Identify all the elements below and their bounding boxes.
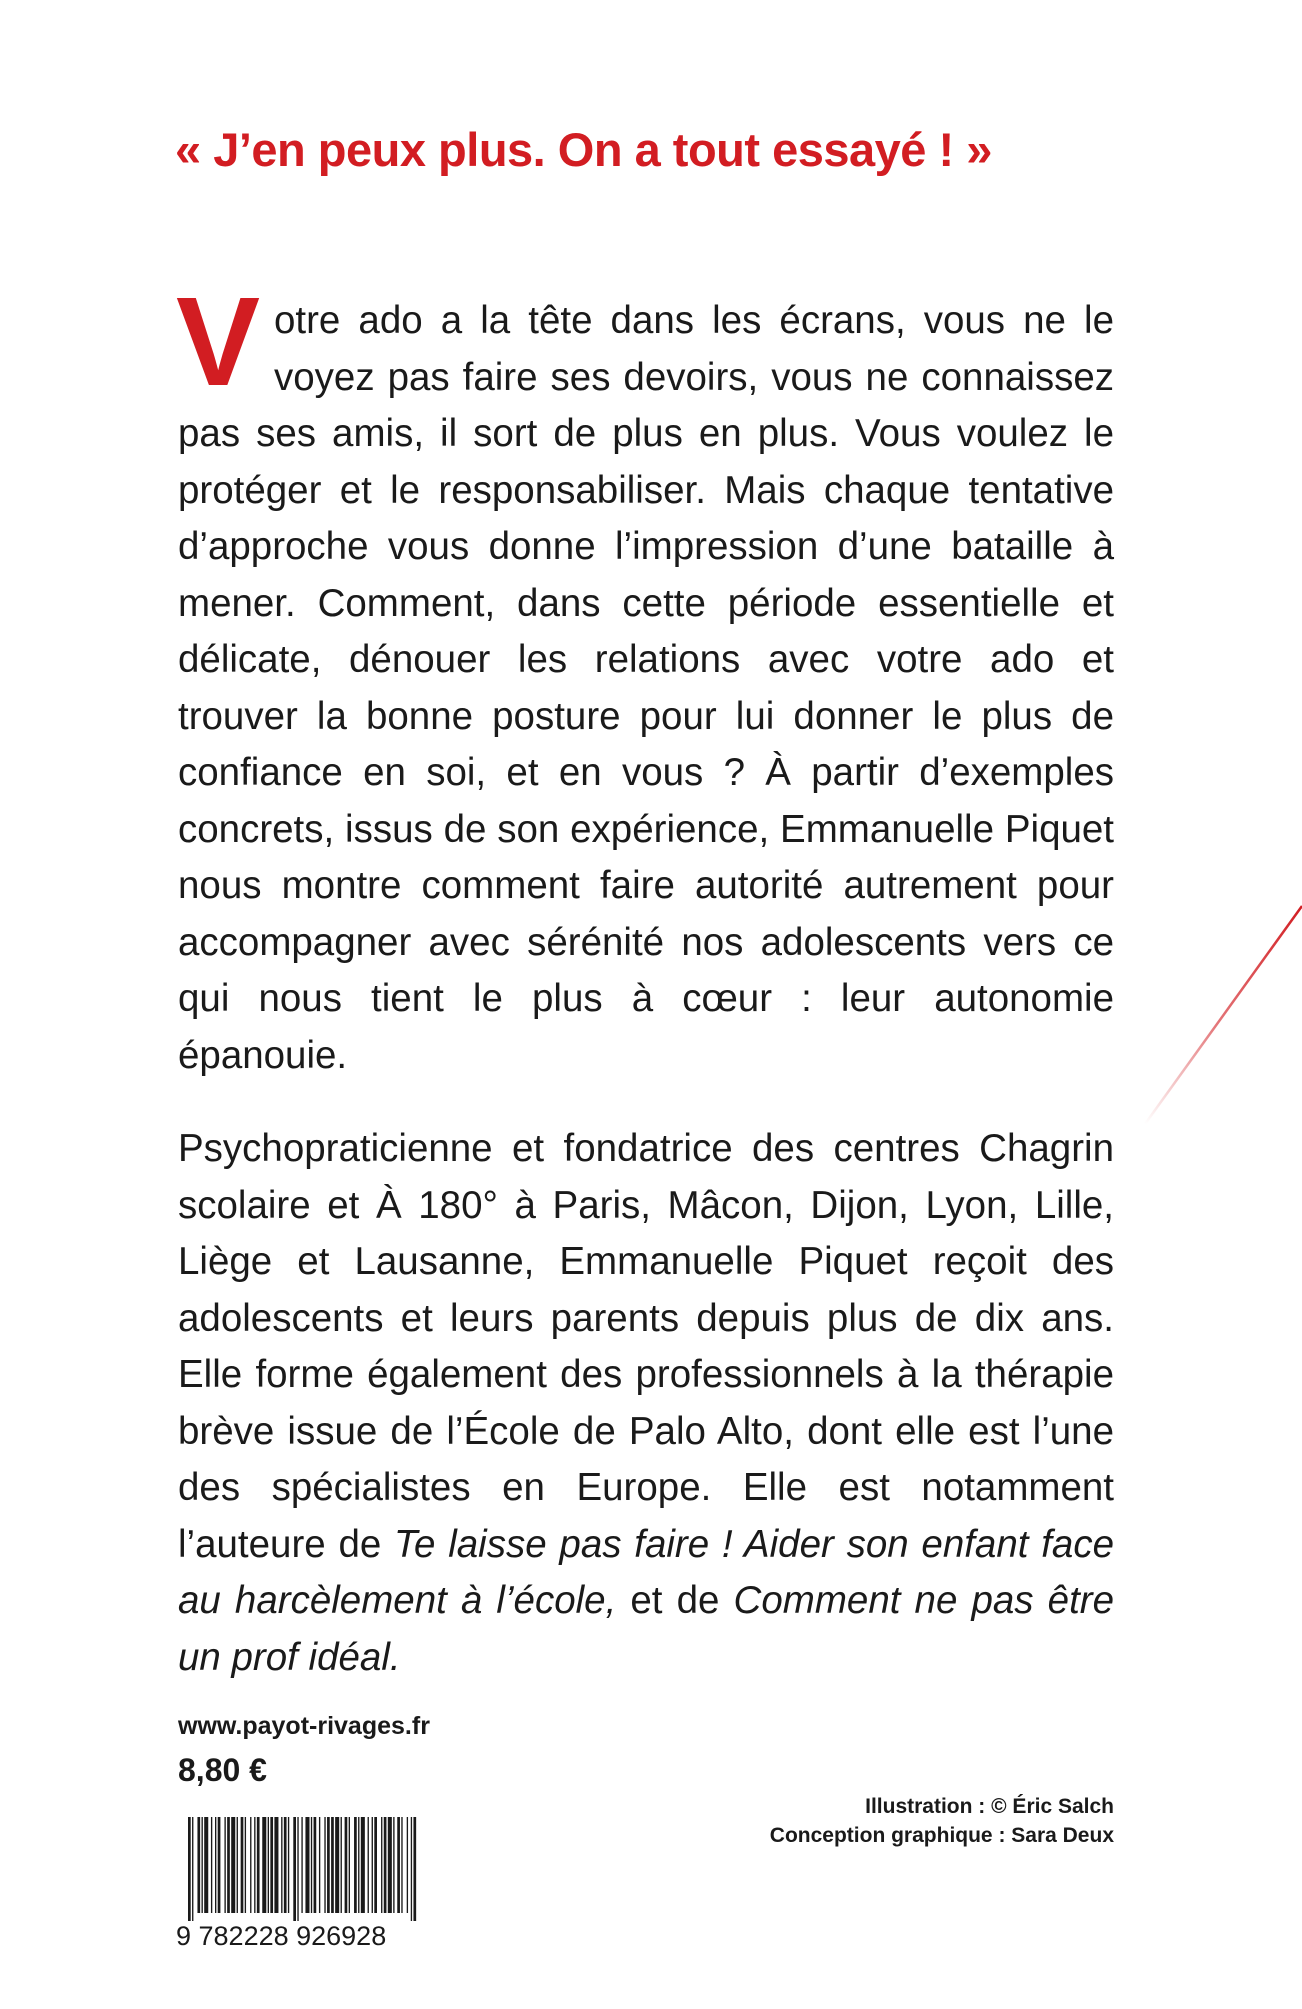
barcode-bar: [413, 1817, 416, 1921]
barcode-bar: [341, 1817, 342, 1913]
barcode-bar: [372, 1817, 373, 1913]
barcode-bar: [281, 1817, 282, 1913]
barcode-bar: [297, 1817, 298, 1921]
barcode-bar: [361, 1817, 365, 1913]
barcode-bar: [284, 1817, 287, 1913]
barcode-bar: [397, 1817, 400, 1913]
barcode-bar: [393, 1817, 394, 1913]
barcode-bar: [331, 1817, 334, 1913]
barcode-bar: [411, 1817, 412, 1921]
barcode-bar: [293, 1817, 296, 1921]
barcode-bar: [237, 1817, 238, 1913]
barcode-bar: [374, 1817, 377, 1913]
barcode-bar: [324, 1817, 325, 1913]
barcode-bar: [211, 1817, 212, 1913]
isbn-barcode: [174, 1817, 422, 1951]
credits: [770, 1792, 1114, 1850]
author-bio: [178, 1121, 1114, 1686]
barcode-bar: [231, 1817, 235, 1913]
intro-paragraph: [176, 271, 1114, 1084]
barcode-bar: [254, 1817, 255, 1913]
price: 8,80 €: [178, 1752, 267, 1788]
barcode-bar: [301, 1817, 302, 1913]
barcode-bar: [227, 1817, 230, 1913]
publisher-website: www.payot-rivages.fr: [178, 1712, 430, 1740]
barcode-bar: [245, 1817, 246, 1913]
barcode-bar: [197, 1817, 200, 1913]
intro-text: otre ado a la tête dans les écrans, vous ne le voyez pas faire ses devoirs, vous ne connaissez pas ses amis, il sort de plus en plus. Vous voulez le protéger et le responsabiliser. Mais chaque tentative d’approche vous donne l’impression d’une bataille à mener. Comment, dans cette période essentielle et délicate, dénouer les relations avec votre ado et trouver la bonne posture pour lui donner le plus de confiance en soi, et en vous ? À partir d’exemples concrets, issus de son expérience, Emmanuelle Piquet nous montre comment faire autorité autrement pour accompagner avec sérénité nos adolescents vers ce qui nous tient le plus à cœur : leur autonomie épanouie.: [178, 299, 1114, 1077]
barcode-bar: [335, 1817, 339, 1913]
barcode-bar: [202, 1817, 203, 1913]
barcode-bar: [384, 1817, 387, 1913]
barcode-bar: [305, 1817, 309, 1913]
barcode-bar: [358, 1817, 359, 1913]
barcode-bar: [188, 1817, 191, 1921]
barcode-bar: [327, 1817, 330, 1913]
bio-text-part2: et de: [616, 1579, 734, 1622]
design-credit: Conception graphique : Sara Deux: [769, 1824, 1114, 1847]
isbn-number: 9 782228 926928: [176, 1921, 387, 1951]
barcode-bars: [188, 1817, 416, 1921]
barcode-bar: [262, 1817, 266, 1913]
book-title-1: Te laisse pas faire ! Aider son enfant face au harcèlement à l’école,: [178, 1522, 1114, 1622]
barcode-bar: [288, 1817, 289, 1913]
barcode-bar: [215, 1817, 216, 1913]
barcode-bar: [250, 1817, 251, 1913]
barcode-bar: [345, 1817, 348, 1913]
barcode-bar: [224, 1817, 225, 1913]
book-title-2: Comment ne pas être un prof idéal.: [178, 1579, 1114, 1679]
barcode-bar: [274, 1817, 278, 1913]
barcode-bar: [319, 1817, 320, 1913]
barcode-bar: [314, 1817, 317, 1913]
barcode-bar: [349, 1817, 350, 1913]
barcode-bar: [192, 1817, 193, 1921]
dropcap-box: [176, 271, 268, 412]
barcode-bar: [401, 1817, 402, 1913]
barcode-bar: [368, 1817, 369, 1913]
barcode-bar: [388, 1817, 392, 1913]
bio-text-part1: Psychopraticienne et fondatrice des centres Chagrin scolaire et À 180° à Paris, Mâcon, Dijon, Lyon, Lille, Liège et Lausanne, Emmanuelle Piquet reçoit des adolescents et leurs parents depuis plus de dix ans. Elle forme également des professionnels à la thérapie brève issue de l’École de Palo Alto, dont elle est l’une des spécialistes en Europe. Elle est notamment l’auteure de: [178, 1127, 1114, 1566]
barcode-bar: [257, 1817, 260, 1913]
headline-quote: « J’en peux plus. On a tout essayé ! »: [175, 123, 992, 176]
dropcap-letter: V: [176, 271, 261, 412]
illustration-credit: Illustration : © Éric Salch: [865, 1795, 1114, 1818]
barcode-bar: [218, 1817, 221, 1913]
barcode-bar: [241, 1817, 244, 1913]
barcode-bar: [268, 1817, 269, 1913]
barcode-bar: [354, 1817, 357, 1913]
barcode-bar: [204, 1817, 208, 1913]
barcode-bar: [311, 1817, 312, 1913]
barcode-bar: [407, 1817, 408, 1913]
barcode-bar: [270, 1817, 273, 1913]
barcode-bar: [381, 1817, 382, 1913]
